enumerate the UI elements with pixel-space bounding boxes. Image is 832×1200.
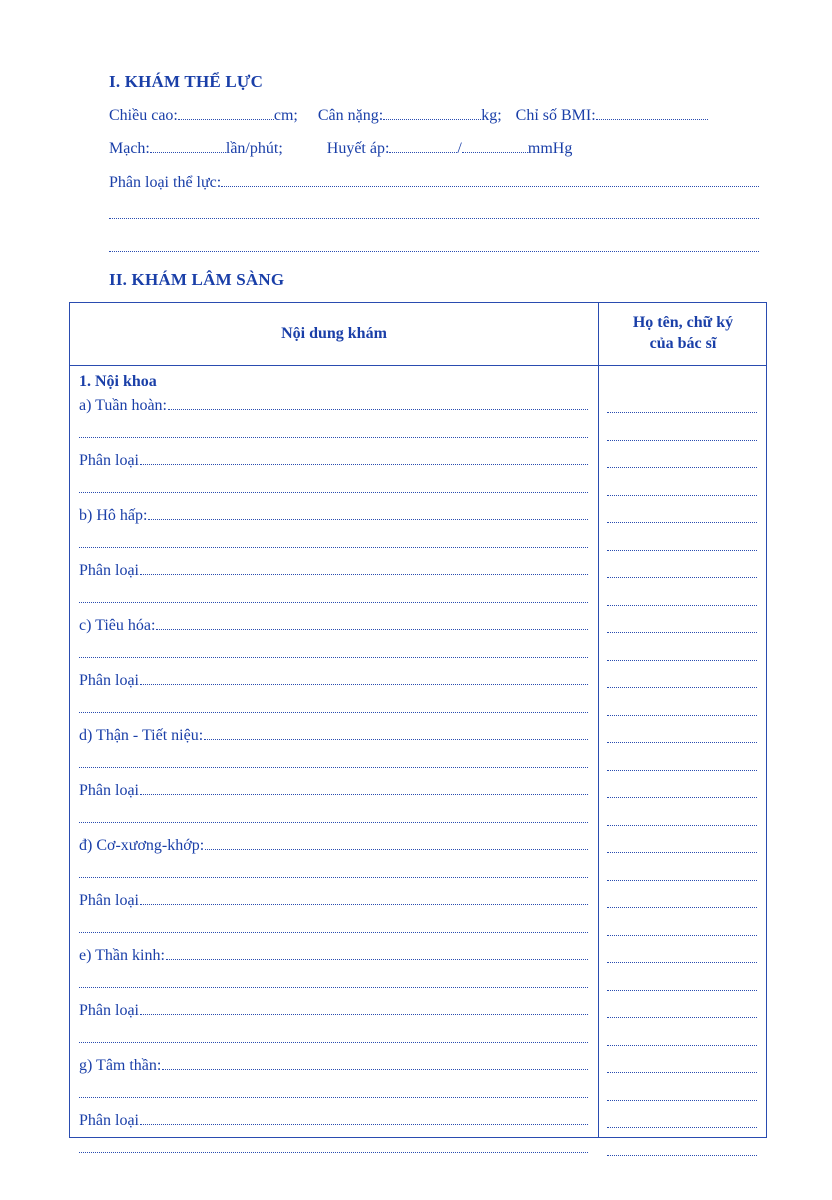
exam-item-row bbox=[79, 1055, 588, 1077]
internal-medicine-title: 1. Nội khoa bbox=[79, 373, 157, 390]
exam-item-label: b) Hô hấp: bbox=[79, 507, 148, 524]
exam-item-row bbox=[79, 395, 588, 417]
exam-item-label: e) Thần kinh: bbox=[79, 947, 165, 964]
bmi-label: Chỉ số BMI: bbox=[515, 107, 596, 124]
diastolic-field[interactable] bbox=[462, 139, 528, 153]
exam-notes-field[interactable] bbox=[79, 533, 588, 548]
exam-item-row bbox=[79, 945, 588, 967]
exam-notes-field[interactable] bbox=[79, 478, 588, 493]
exam-notes-field[interactable] bbox=[162, 1055, 588, 1070]
exam-notes-field[interactable] bbox=[205, 835, 588, 850]
exam-notes-field[interactable] bbox=[148, 505, 588, 520]
doctor-signature-field[interactable] bbox=[607, 935, 757, 936]
doctor-header-line-2: của bác sĩ bbox=[649, 335, 717, 352]
doctor-signature-field[interactable] bbox=[607, 660, 757, 661]
doctor-signature-field[interactable] bbox=[607, 770, 757, 771]
exam-notes-field[interactable] bbox=[79, 1138, 588, 1153]
doctor-signature-field[interactable] bbox=[607, 907, 757, 908]
doctor-signature-field[interactable] bbox=[607, 1045, 757, 1046]
blank-dotted-row bbox=[79, 478, 588, 500]
doctor-signature-field[interactable] bbox=[607, 962, 757, 963]
exam-notes-field[interactable] bbox=[156, 615, 588, 630]
doctor-signature-field[interactable] bbox=[607, 577, 757, 578]
classification-label: Phân loại bbox=[79, 562, 139, 579]
column-header-exam-content: Nội dung khám bbox=[281, 325, 387, 342]
doctor-signature-field[interactable] bbox=[607, 880, 757, 881]
doctor-signature-field[interactable] bbox=[607, 412, 757, 413]
blood-pressure-separator: / bbox=[457, 140, 462, 157]
height-unit: cm; bbox=[273, 107, 298, 124]
doctor-signature-field[interactable] bbox=[607, 825, 757, 826]
height-label: Chiều cao: bbox=[109, 107, 178, 124]
exam-notes-field[interactable] bbox=[79, 1083, 588, 1098]
exam-notes-field[interactable] bbox=[79, 918, 588, 933]
exam-notes-field[interactable] bbox=[140, 780, 588, 795]
exam-notes-field[interactable] bbox=[79, 753, 588, 768]
physical-measurements-row bbox=[109, 105, 708, 127]
internal-medicine-heading bbox=[79, 371, 588, 393]
exam-notes-field[interactable] bbox=[79, 1028, 588, 1043]
doctor-signature-field[interactable] bbox=[607, 1072, 757, 1073]
doctor-signature-field[interactable] bbox=[607, 550, 757, 551]
doctor-signature-field[interactable] bbox=[607, 495, 757, 496]
exam-item-row bbox=[79, 835, 588, 857]
pulse-label: Mạch: bbox=[109, 140, 150, 157]
exam-notes-field[interactable] bbox=[79, 643, 588, 658]
clinical-exam-table bbox=[69, 302, 767, 1138]
blank-dotted-row bbox=[79, 423, 588, 445]
classification-row bbox=[79, 1000, 588, 1022]
pulse-field[interactable] bbox=[150, 139, 226, 153]
classification-row bbox=[79, 450, 588, 472]
exam-notes-field[interactable] bbox=[79, 423, 588, 438]
weight-field[interactable] bbox=[383, 106, 481, 120]
pulse-unit: lần/phút; bbox=[225, 140, 283, 157]
exam-notes-field[interactable] bbox=[168, 395, 588, 410]
section-physical-exam-title: I. KHÁM THỂ LỰC bbox=[109, 72, 264, 91]
weight-label: Cân nặng: bbox=[317, 107, 384, 124]
weight-unit: kg; bbox=[481, 107, 502, 124]
exam-notes-field[interactable] bbox=[166, 945, 588, 960]
blank-dotted-row bbox=[79, 588, 588, 610]
exam-item-row bbox=[79, 615, 588, 637]
physical-classification-field[interactable] bbox=[221, 173, 759, 187]
blank-dotted-row bbox=[79, 918, 588, 940]
exam-notes-field[interactable] bbox=[204, 725, 588, 740]
classification-row bbox=[79, 780, 588, 802]
exam-item-label: a) Tuần hoàn: bbox=[79, 397, 167, 414]
classification-label: Phân loại bbox=[79, 892, 139, 909]
blank-dotted-row bbox=[79, 973, 588, 995]
blank-dotted-row bbox=[79, 1028, 588, 1050]
systolic-field[interactable] bbox=[389, 139, 457, 153]
blank-dotted-row bbox=[79, 698, 588, 720]
exam-item-label: c) Tiêu hóa: bbox=[79, 617, 156, 634]
exam-notes-field[interactable] bbox=[79, 973, 588, 988]
classification-label: Phân loại bbox=[79, 672, 139, 689]
vital-signs-row bbox=[109, 138, 572, 160]
blank-dotted-row bbox=[79, 643, 588, 665]
classification-row bbox=[79, 670, 588, 692]
exam-item-row bbox=[79, 505, 588, 527]
blank-dotted-row bbox=[79, 808, 588, 830]
doctor-signature-field[interactable] bbox=[607, 467, 757, 468]
blood-pressure-label: Huyết áp: bbox=[326, 140, 390, 157]
exam-notes-field[interactable] bbox=[140, 560, 588, 575]
physical-classification-field-line-3[interactable] bbox=[109, 251, 759, 252]
blank-dotted-row bbox=[79, 753, 588, 775]
exam-notes-field[interactable] bbox=[79, 698, 588, 713]
doctor-signature-field[interactable] bbox=[607, 632, 757, 633]
blood-pressure-unit: mmHg bbox=[527, 140, 573, 157]
physical-classification-row bbox=[109, 172, 759, 194]
doctor-signature-field[interactable] bbox=[607, 687, 757, 688]
doctor-signature-field[interactable] bbox=[607, 715, 757, 716]
classification-row bbox=[79, 1110, 588, 1132]
column-header-doctor-signature bbox=[600, 312, 766, 354]
blank-dotted-row bbox=[79, 1083, 588, 1105]
physical-classification-field-line-2[interactable] bbox=[109, 218, 759, 219]
exam-notes-field[interactable] bbox=[140, 450, 588, 465]
classification-label: Phân loại bbox=[79, 452, 139, 469]
doctor-signature-field[interactable] bbox=[607, 440, 757, 441]
doctor-signature-field[interactable] bbox=[607, 1155, 757, 1156]
height-field[interactable] bbox=[178, 106, 274, 120]
classification-row bbox=[79, 890, 588, 912]
exam-notes-field[interactable] bbox=[79, 863, 588, 878]
doctor-signature-field[interactable] bbox=[607, 797, 757, 798]
classification-label: Phân loại bbox=[79, 1002, 139, 1019]
doctor-signature-field[interactable] bbox=[607, 742, 757, 743]
exam-notes-field[interactable] bbox=[140, 1000, 588, 1015]
bmi-field[interactable] bbox=[596, 106, 708, 120]
classification-label: Phân loại bbox=[79, 782, 139, 799]
doctor-signature-field[interactable] bbox=[607, 852, 757, 853]
exam-item-label: đ) Cơ-xương-khớp: bbox=[79, 837, 205, 854]
blank-dotted-row bbox=[79, 863, 588, 885]
doctor-signature-field[interactable] bbox=[607, 605, 757, 606]
exam-item-row bbox=[79, 725, 588, 747]
doctor-signature-field[interactable] bbox=[607, 1017, 757, 1018]
table-column-divider bbox=[598, 303, 599, 1137]
exam-item-label: d) Thận - Tiết niệu: bbox=[79, 727, 204, 744]
exam-notes-field[interactable] bbox=[79, 808, 588, 823]
doctor-signature-field[interactable] bbox=[607, 522, 757, 523]
physical-classification-label: Phân loại thể lực: bbox=[109, 174, 222, 191]
classification-label: Phân loại bbox=[79, 1112, 139, 1129]
doctor-signature-field[interactable] bbox=[607, 1127, 757, 1128]
blank-dotted-row bbox=[79, 1138, 588, 1160]
exam-notes-field[interactable] bbox=[140, 1110, 588, 1125]
doctor-header-line-1: Họ tên, chữ ký bbox=[632, 314, 734, 331]
blank-dotted-row bbox=[79, 533, 588, 555]
table-header-divider bbox=[70, 365, 766, 366]
doctor-signature-field[interactable] bbox=[607, 1100, 757, 1101]
exam-notes-field[interactable] bbox=[79, 588, 588, 603]
exam-item-label: g) Tâm thần: bbox=[79, 1057, 162, 1074]
classification-row bbox=[79, 560, 588, 582]
doctor-signature-field[interactable] bbox=[607, 990, 757, 991]
exam-notes-field[interactable] bbox=[140, 890, 588, 905]
exam-notes-field[interactable] bbox=[140, 670, 588, 685]
section-clinical-exam-title: II. KHÁM LÂM SÀNG bbox=[109, 270, 285, 289]
